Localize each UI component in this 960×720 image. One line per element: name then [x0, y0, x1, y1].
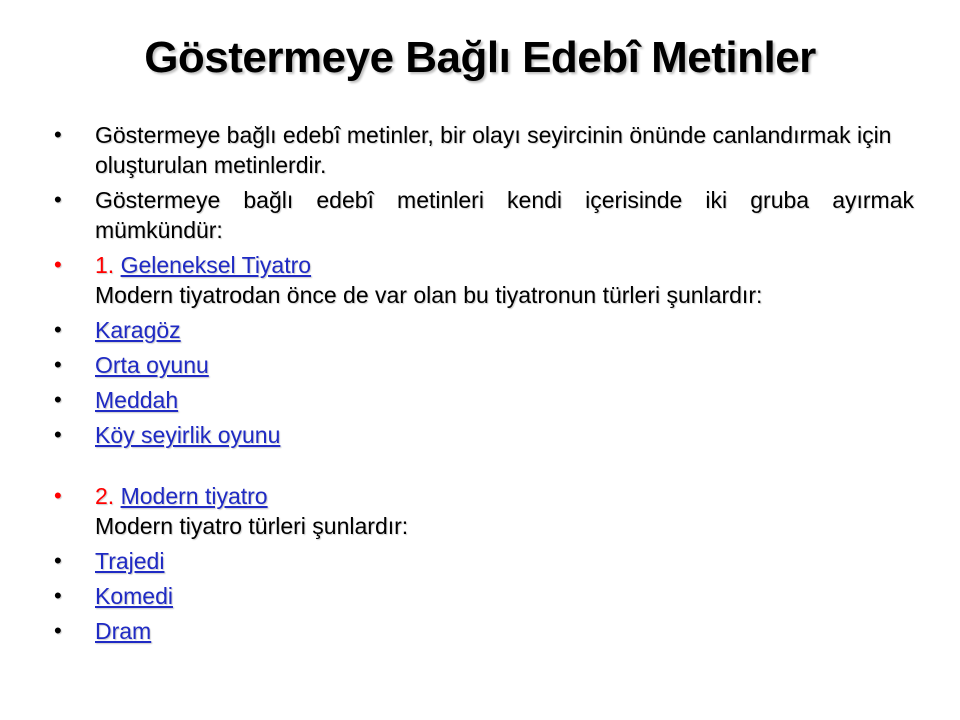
bullet-icon: • [54, 483, 62, 508]
group-2-description: Modern tiyatro türleri şunlardır: [95, 513, 409, 539]
link-modern-tiyatro[interactable]: Modern tiyatro [120, 483, 268, 509]
intro-text-2: Göstermeye bağlı edebî metinleri kendi içerisinde iki gruba ayırmak mümkündür: [95, 187, 914, 243]
intro-text-1: Göstermeye bağlı edebî metinler, bir olayı seyircinin önünde canlandırmak için oluşturulan metinlerdir. [95, 122, 892, 178]
list-item-intro-2 [54, 185, 914, 245]
bullet-icon: • [54, 387, 62, 412]
bullet-icon: • [54, 252, 62, 277]
bullet-icon: • [54, 618, 62, 643]
bullet-icon: • [54, 187, 62, 212]
group-1-number: 1. [95, 252, 115, 278]
list-item-group-2 [54, 481, 914, 541]
link-karagoz[interactable]: Karagöz [95, 317, 181, 343]
bullet-list [54, 120, 914, 651]
link-koy-seyirlik-oyunu[interactable]: Köy seyirlik oyunu [95, 422, 281, 448]
list-item-karagoz [54, 315, 914, 345]
bullet-icon: • [54, 548, 62, 573]
list-item-komedi [54, 581, 914, 611]
list-item-dram [54, 616, 914, 646]
group-2-number: 2. [95, 483, 115, 509]
bullet-icon: • [54, 352, 62, 377]
link-meddah[interactable]: Meddah [95, 387, 179, 413]
link-trajedi[interactable]: Trajedi [95, 548, 165, 574]
link-geleneksel-tiyatro[interactable]: Geleneksel Tiyatro [120, 252, 312, 278]
bullet-icon: • [54, 317, 62, 342]
list-item-meddah [54, 385, 914, 415]
list-item-group-1 [54, 250, 914, 310]
link-orta-oyunu[interactable]: Orta oyunu [95, 352, 209, 378]
slide-title: Göstermeye Bağlı Edebî Metinler [144, 33, 816, 82]
list-item-orta-oyunu [54, 350, 914, 380]
spacer [54, 455, 914, 481]
group-1-description: Modern tiyatrodan önce de var olan bu tiyatronun türleri şunlardır: [95, 282, 763, 308]
list-item-intro-1 [54, 120, 914, 180]
bullet-icon: • [54, 122, 62, 147]
link-dram[interactable]: Dram [95, 618, 152, 644]
list-item-trajedi [54, 546, 914, 576]
bullet-icon: • [54, 583, 62, 608]
list-item-koy-seyirlik-oyunu [54, 420, 914, 450]
bullet-icon: • [54, 422, 62, 447]
link-komedi[interactable]: Komedi [95, 583, 173, 609]
